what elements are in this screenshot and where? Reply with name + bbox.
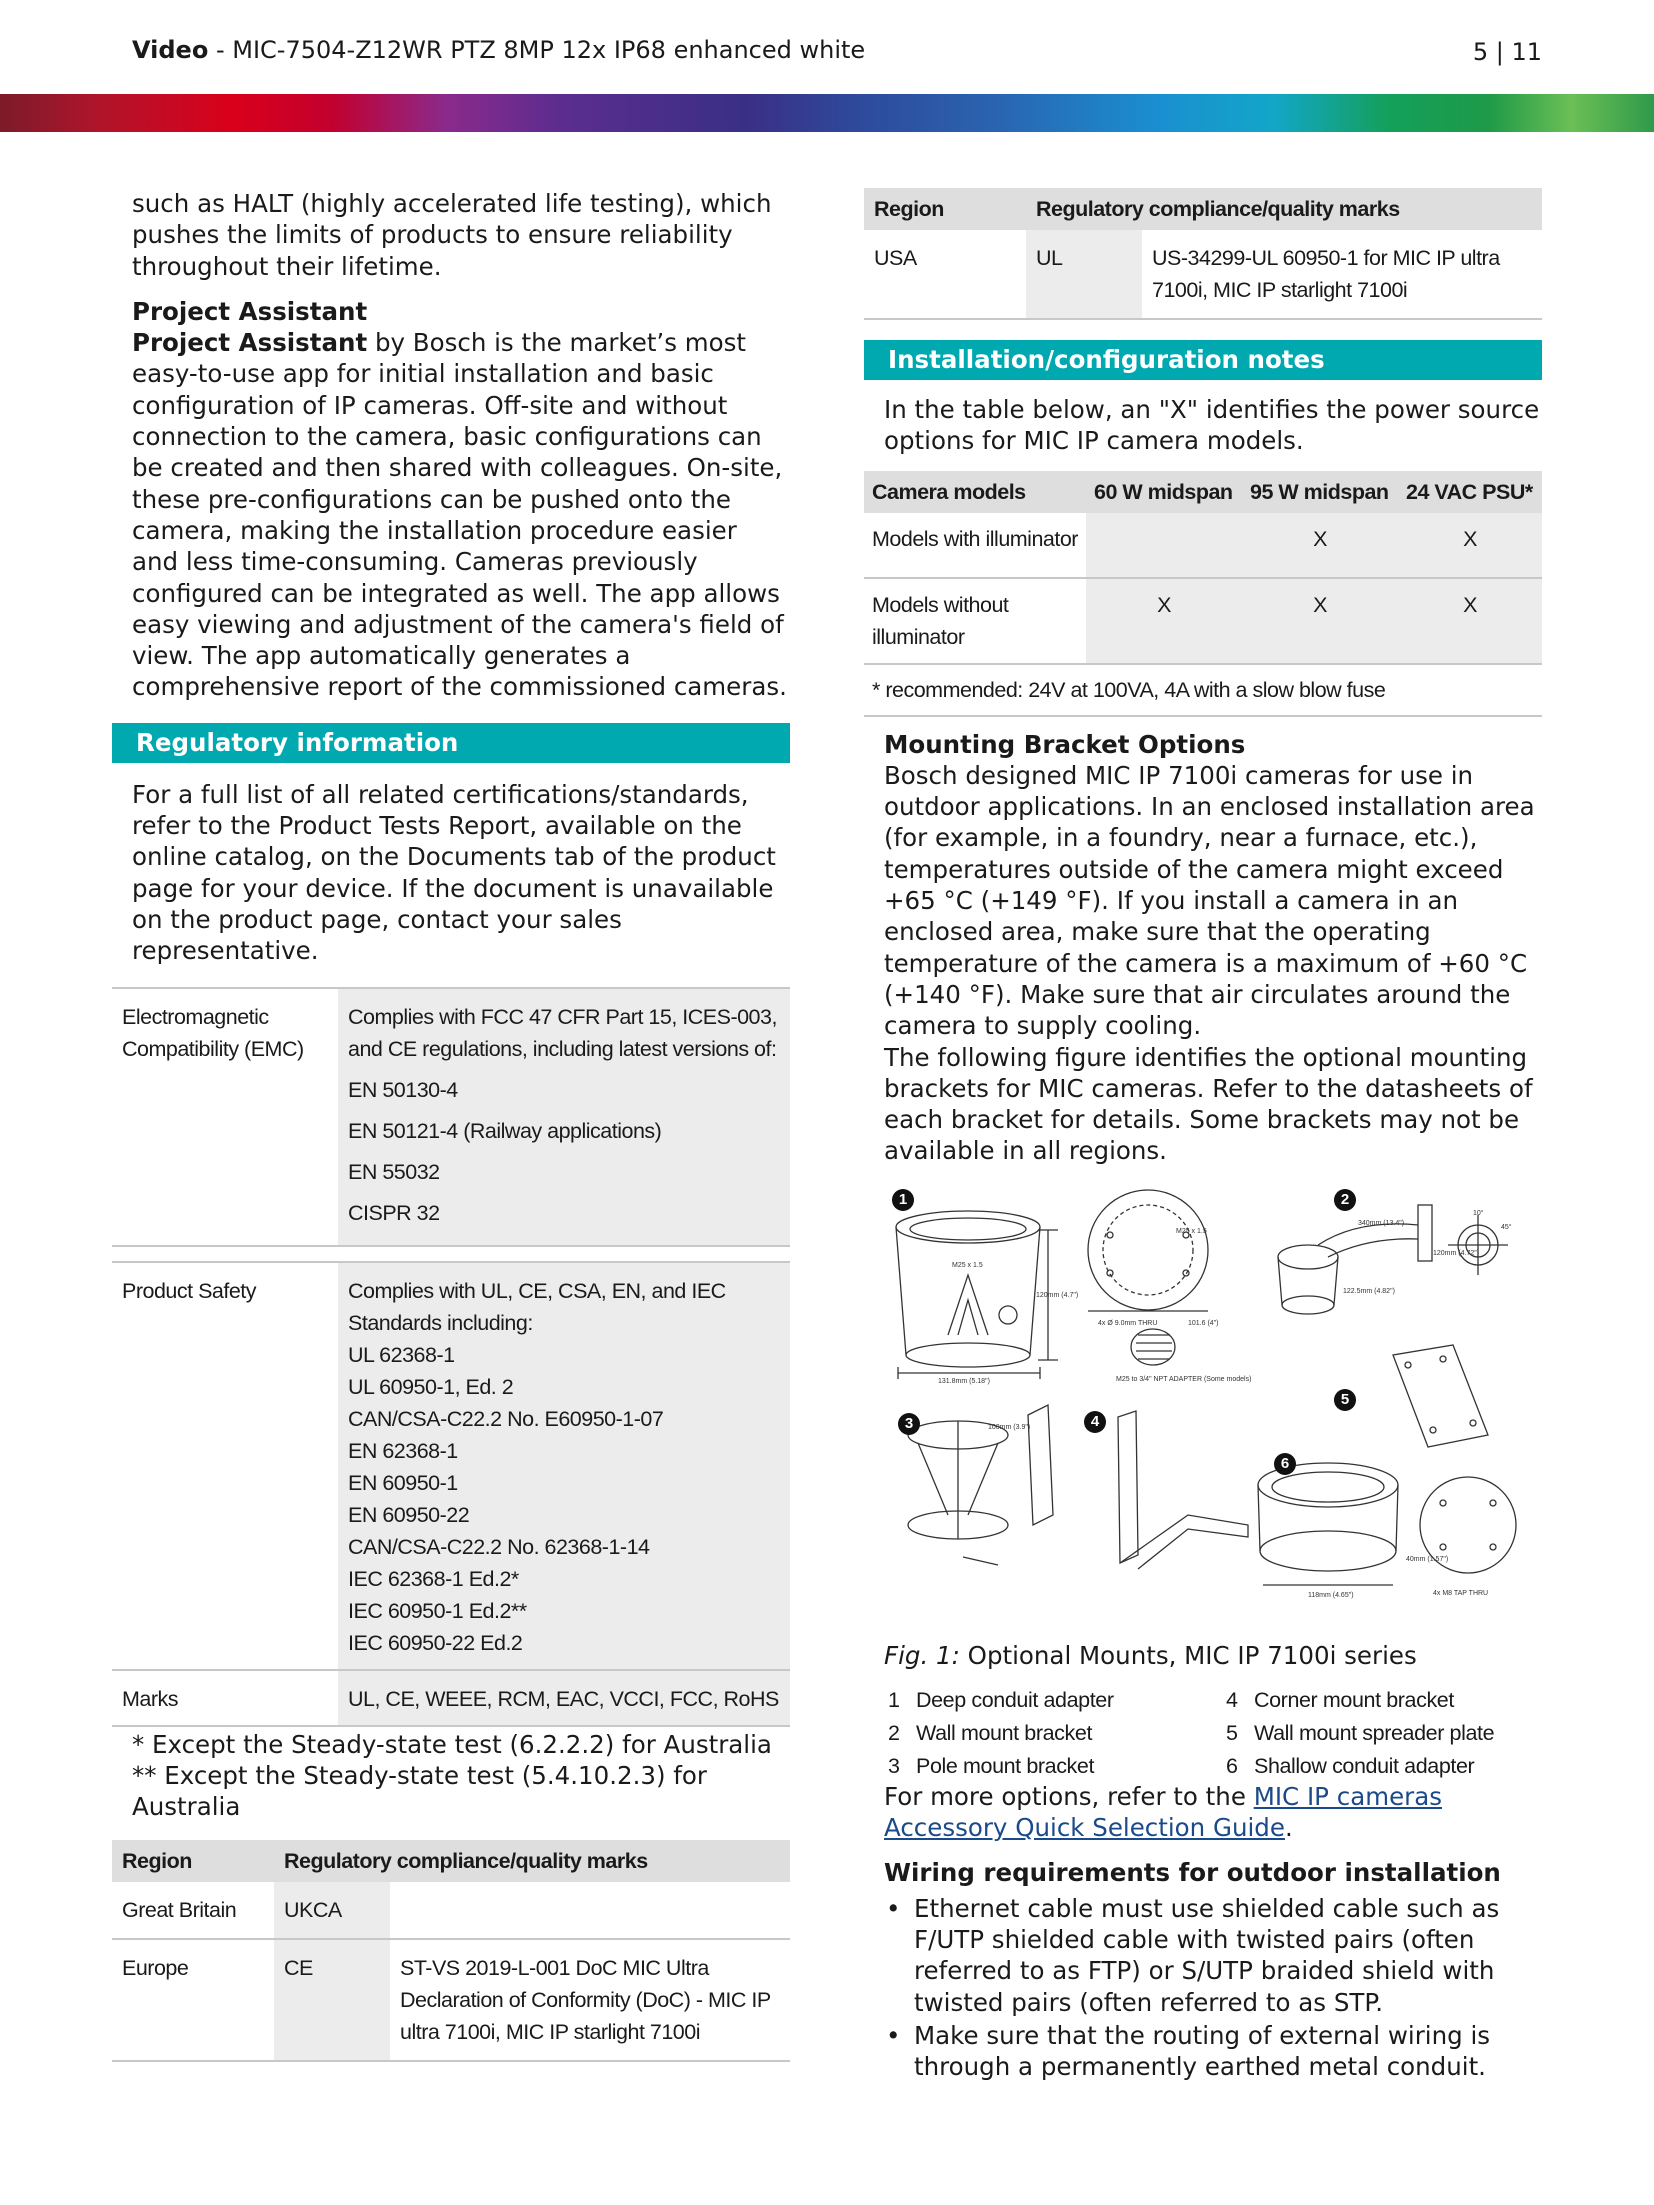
mark-cell: UKCA (274, 1882, 390, 1939)
model-cell: Models without illuminator (864, 578, 1086, 664)
left-column (112, 188, 790, 2062)
desc-cell: US-34299-UL 60950-1 for MIC IP ultra 7100i, MIC IP starlight 7100i (1142, 230, 1542, 319)
right-column (864, 188, 1542, 2082)
caption-text: Optional Mounts, MIC IP 7100i series (959, 1640, 1417, 1670)
desc-cell (390, 1882, 790, 1939)
legend-item: 3 Pole mount bracket (888, 1753, 1095, 1778)
project-assistant-paragraph (112, 327, 790, 703)
mark-cell: UL (1026, 230, 1142, 319)
region-cell: USA (864, 230, 1026, 319)
safety-values (338, 1262, 790, 1670)
emc-line: EN 50130-4 (348, 1077, 458, 1102)
model-cell: Models with illuminator (864, 513, 1086, 578)
regulatory-table (112, 987, 790, 1727)
mounting-paragraph-2: The following figure identifies the optional mounting brackets for MIC cameras. Refer to the datasheets of each bracket for details. Some brackets may not be available in all regions. (884, 1042, 1533, 1166)
legend-item: 4 Corner mount bracket (1226, 1687, 1454, 1712)
safety-line: CAN/CSA-C22.2 No. 62368-1-14 (348, 1534, 650, 1559)
product-name: - MIC-7504-Z12WR PTZ 8MP 12x IP68 enhanced white (208, 36, 866, 64)
dim-label: 122.5mm (4.82") (1343, 1287, 1395, 1295)
power-header: 60 W midspan (1086, 471, 1242, 513)
emc-line: EN 55032 (348, 1159, 440, 1184)
safety-line: EN 60950-1 (348, 1470, 458, 1495)
mounting-heading: Mounting Bracket Options (884, 729, 1246, 759)
safety-label: Product Safety (112, 1262, 338, 1670)
regulatory-heading: Regulatory information (112, 723, 790, 763)
table-row (864, 230, 1542, 319)
dim-label: M25 x 1.5 (1176, 1227, 1207, 1235)
selection-guide-link[interactable]: MIC IP cameras Accessory Quick Selection Guide (884, 1781, 1443, 1843)
wiring-list (884, 1893, 1542, 2083)
figure-badge: 3 (898, 1413, 920, 1435)
legend-item: 1 Deep conduit adapter (888, 1687, 1114, 1712)
dim-label: 4x Ø 9.0mm THRU (1098, 1319, 1158, 1327)
dim-label: 120mm (4.72") (1433, 1249, 1480, 1257)
dim-label: 100mm (3.9") (988, 1423, 1031, 1431)
region-header: Region (112, 1840, 274, 1882)
option-cell: X (1242, 578, 1398, 664)
document-title (132, 36, 865, 64)
table-row (864, 513, 1542, 578)
dim-label: 120mm (4.7") (1036, 1291, 1079, 1299)
safety-line: IEC 62368-1 Ed.2* (348, 1566, 519, 1591)
mounts-figure (888, 1185, 1528, 1615)
power-header: 24 VAC PSU* (1398, 471, 1542, 513)
emc-line: EN 50121-4 (Railway applications) (348, 1118, 662, 1143)
region-cell: Europe (112, 1939, 274, 2061)
legend-item: 6 Shallow conduit adapter (1226, 1753, 1475, 1778)
table-row (112, 1939, 790, 2061)
power-source-table (864, 471, 1542, 665)
safety-line: EN 60950-22 (348, 1502, 470, 1527)
table-row-marks (112, 1670, 790, 1726)
brand-color-band (0, 94, 1654, 132)
footnote-1: * Except the Steady-state test (6.2.2.2) for Australia (132, 1729, 772, 1759)
dim-label: 45° (1501, 1223, 1512, 1231)
dim-label: 101.6 (4") (1188, 1319, 1219, 1327)
intro-paragraph: such as HALT (highly accelerated life testing), which pushes the limits of products to ensure reliability throughout their lifetime. (132, 189, 772, 281)
legend-item: 5 Wall mount spreader plate (1226, 1720, 1495, 1745)
mounts-drawing (888, 1185, 1528, 1615)
option-cell: X (1398, 578, 1542, 664)
safety-line: Complies with UL, CE, CSA, EN, and IEC Standards including: (348, 1278, 726, 1335)
figure-legend (888, 1688, 1542, 1779)
list-item: • Make sure that the routing of external wiring is through a permanently earthed metal conduit. (884, 2020, 1542, 2083)
caption-prefix: Fig. 1: (884, 1640, 960, 1670)
emc-line: CISPR 32 (348, 1200, 440, 1225)
safety-line: EN 62368-1 (348, 1438, 458, 1463)
dim-label: 40mm (1.57") (1406, 1555, 1449, 1563)
option-cell: X (1086, 578, 1242, 664)
dim-label: 4x M8 TAP THRU (1433, 1589, 1489, 1597)
more-options-suffix: . (1284, 1813, 1293, 1843)
project-assistant-body: by Bosch is the market’s most easy-to-use app for initial installation and basic configuration of IP cameras. Off-site and without connection to the camera, basic configurations can be created and then shared with colleagues. On-site, these pre-configurations can be pushed onto the camera, making the installation procedure easier and less time-consuming. Cameras previously configured can be integrated as well. The app allows easy viewing and adjustment of the camera's field of view. The app automatically generates a comprehensive report of the commissioned cameras. (132, 328, 787, 702)
page-number: 5 | 11 (1472, 38, 1542, 66)
emc-values (338, 988, 790, 1246)
safety-line: IEC 60950-1 Ed.2** (348, 1598, 527, 1623)
dim-label: 10° (1473, 1209, 1484, 1217)
more-options-paragraph (864, 1781, 1542, 1844)
mounting-paragraph: Bosch designed MIC IP 7100i cameras for use in outdoor applications. In an enclosed installation area (for example, in a foundry, near a furnace, etc.), temperatures outside of the camera might exceed +65 °C (+149 °F). If you install a camera in an enclosed area, make sure that the operating temperature of the camera is a maximum of +60 °C (+140 °F). Make sure that air circulates around the camera to supply cooling. (884, 760, 1535, 1041)
safety-line: UL 60950-1, Ed. 2 (348, 1374, 514, 1399)
figure-badge: 6 (1274, 1453, 1296, 1475)
power-header: 95 W midspan (1242, 471, 1398, 513)
dim-label: 340mm (13.4") (1358, 1219, 1405, 1227)
emc-line: Complies with FCC 47 CFR Part 15, ICES-003, and CE regulations, including latest versions of: (348, 1004, 777, 1061)
figure-badge: 1 (892, 1189, 914, 1211)
dim-label: 118mm (4.65") (1308, 1591, 1354, 1599)
regulatory-intro: For a full list of all related certifications/standards, refer to the Product Tests Report, available on the online catalog, on the Documents tab of the product page for your device. If the document is unavailable on the product page, contact your sales representative. (132, 779, 776, 966)
legend-item: 2 Wall mount bracket (888, 1720, 1093, 1745)
compliance-header: Regulatory compliance/quality marks (274, 1840, 790, 1882)
table-row-safety (112, 1262, 790, 1670)
safety-line: CAN/CSA-C22.2 No. E60950-1-07 (348, 1406, 664, 1431)
mark-cell: CE (274, 1939, 390, 2061)
safety-line: UL 62368-1 (348, 1342, 455, 1367)
option-cell: X (1398, 513, 1542, 578)
project-assistant-name: Project Assistant (132, 328, 368, 358)
dim-label: M25 to 3/4" NPT ADAPTER (Some models) (1116, 1375, 1252, 1383)
region-header: Region (864, 188, 1026, 230)
option-cell: X (1242, 513, 1398, 578)
region-cell: Great Britain (112, 1882, 274, 1939)
emc-label: Electromagnetic Compatibility (EMC) (112, 988, 338, 1246)
region-table-right (864, 188, 1542, 320)
figure-badge: 2 (1334, 1189, 1356, 1211)
product-category: Video (132, 36, 209, 64)
installation-intro: In the table below, an "X" identifies the power source options for MIC IP camera models. (884, 395, 1540, 456)
project-assistant-heading: Project Assistant (132, 296, 368, 326)
region-table-left (112, 1840, 790, 2062)
figure-badge: 5 (1334, 1389, 1356, 1411)
marks-value: UL, CE, WEEE, RCM, EAC, VCCI, FCC, RoHS (338, 1670, 790, 1726)
dim-label: 131.8mm (5.18") (938, 1377, 990, 1385)
wiring-heading: Wiring requirements for outdoor installation (884, 1858, 1501, 1888)
more-options-prefix: For more options, refer to the (884, 1781, 1254, 1811)
compliance-header: Regulatory compliance/quality marks (1026, 188, 1542, 230)
installation-heading: Installation/configuration notes (864, 340, 1542, 380)
marks-label: Marks (112, 1670, 338, 1726)
desc-cell: ST-VS 2019-L-001 DoC MIC Ultra Declaration of Conformity (DoC) - MIC IP ultra 7100i, MIC IP starlight 7100i (390, 1939, 790, 2061)
table-row (112, 1882, 790, 1939)
dim-label: M25 x 1.5 (952, 1261, 983, 1269)
table-row-emc (112, 988, 790, 1246)
figure-caption (884, 1641, 1542, 1670)
list-item: • Ethernet cable must use shielded cable such as F/UTP shielded cable with twisted pairs (often referred to as FTP) or S/UTP braided shield with twisted pairs (often referred to as STP. (884, 1893, 1542, 2018)
figure-badge: 4 (1084, 1411, 1106, 1433)
option-cell (1086, 513, 1242, 578)
footnote-2: ** Except the Steady-state test (5.4.10.2.3) for Australia (132, 1760, 707, 1822)
safety-line: IEC 60950-22 Ed.2 (348, 1630, 523, 1655)
table-row (864, 578, 1542, 664)
power-table-note: * recommended: 24V at 100VA, 4A with a slow blow fuse (864, 665, 1542, 717)
power-header: Camera models (864, 471, 1086, 513)
